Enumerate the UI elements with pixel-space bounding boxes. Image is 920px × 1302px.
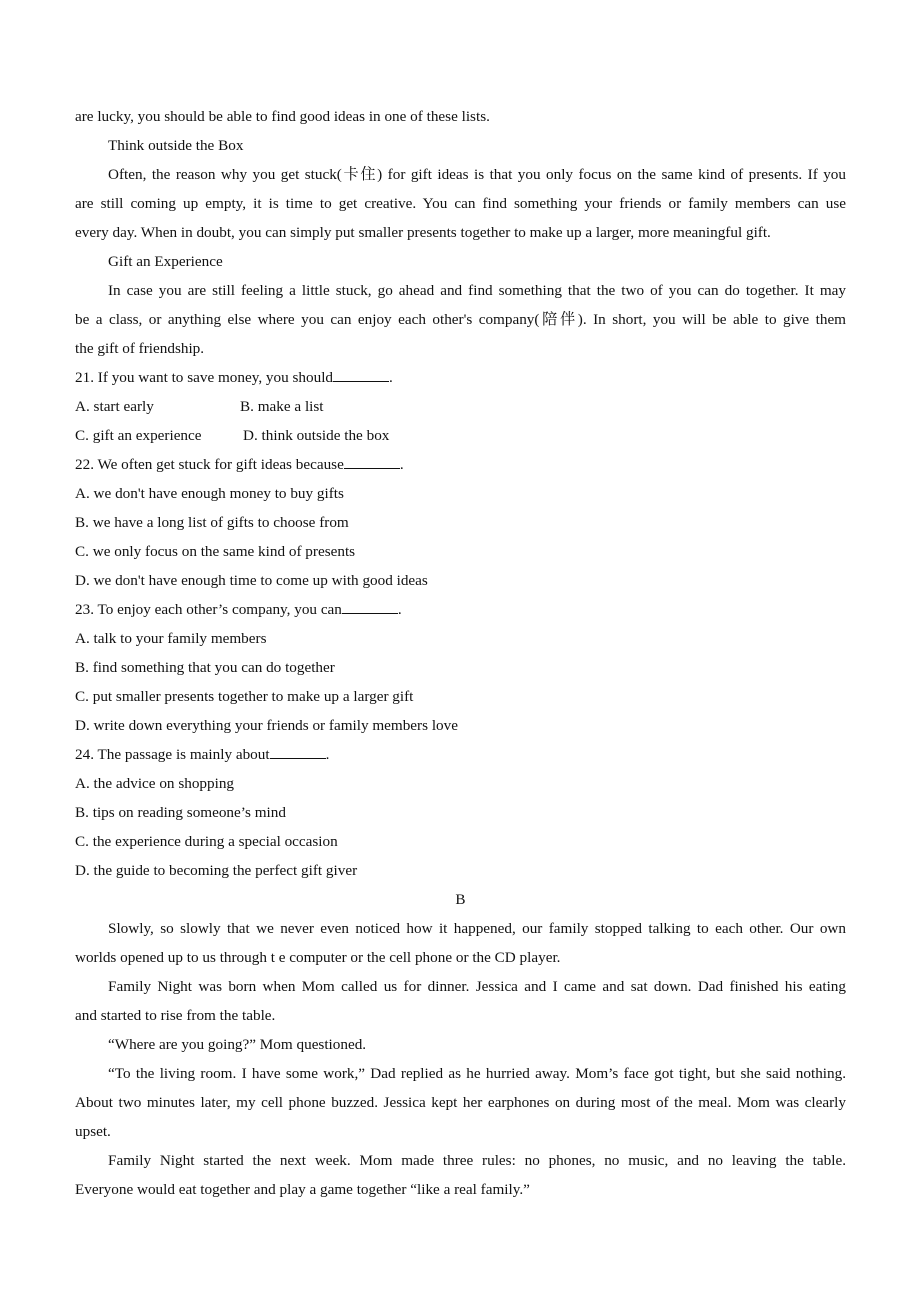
passage-b-line: Family Night started the next week. Mom made three rules: no phones, no music, and no leaving the table. [108,1152,846,1169]
answer-blank [342,597,398,614]
passage-b-line: Slowly, so slowly that we never even noticed how it happened, our family stopped talking to each other. Our own [108,920,846,937]
option-d: D. think outside the box [243,427,390,444]
option-a: A. start early [75,398,154,415]
document-page [75,102,846,1204]
question-22-stem: 22. We often get stuck for gift ideas because . [75,450,846,479]
option-c: C. the experience during a special occasion [75,833,338,850]
option-b: B. make a list [240,398,324,415]
answer-blank [344,452,400,469]
question-23-stem: 23. To enjoy each other’s company, you can . [75,595,846,624]
option-d: D. write down everything your friends or family members love [75,717,458,734]
passage-b-line: and started to rise from the table. [75,1007,276,1024]
heading-think-outside-box: Think outside the Box [108,137,244,154]
passage-b-line: About two minutes later, my cell phone buzzed. Jessica kept her earphones on during most of the meal. Mom was clearly [75,1094,846,1111]
option-c: C. we only focus on the same kind of presents [75,543,356,560]
passage-b-label: B [455,891,466,908]
gift-paragraph-line: the gift of friendship. [75,340,205,357]
option-b: B. find something that you can do together [75,659,335,676]
think-paragraph-line: Often, the reason why you get stuck(卡住) for gift ideas is that you only focus on the same kind of presents. If you [108,166,846,183]
passage-b-line: “Where are you going?” Mom questioned. [108,1036,367,1053]
option-a: A. talk to your family members [75,630,267,647]
option-d: D. the guide to becoming the perfect gift giver [75,862,358,879]
think-paragraph-line: every day. When in doubt, you can simply put smaller presents together to make up a larger, more meaningful gift. [75,224,771,241]
option-d: D. we don't have enough time to come up with good ideas [75,572,428,589]
option-c: C. gift an experience [75,427,202,444]
passage-b-line: Family Night was born when Mom called us for dinner. Jessica and I came and sat down. Dad finished his eating [108,978,846,995]
gift-paragraph-line: be a class, or anything else where you can enjoy each other's company(陪伴). In short, you will be able to give them [75,311,846,328]
passage-b-line: worlds opened up to us through t e computer or the cell phone or the CD player. [75,949,561,966]
passage-a-continuation: are lucky, you should be able to find good ideas in one of these lists. [75,108,490,125]
option-b: B. we have a long list of gifts to choose from [75,514,349,531]
question-24-stem: 24. The passage is mainly about . [75,740,846,769]
question-21-options-ab [75,392,846,421]
option-c: C. put smaller presents together to make up a larger gift [75,688,414,705]
answer-blank [333,365,389,382]
passage-b-line: upset. [75,1123,111,1140]
option-a: A. we don't have enough money to buy gifts [75,485,344,502]
heading-gift-experience: Gift an Experience [108,253,223,270]
answer-blank [270,742,326,759]
option-a: A. the advice on shopping [75,775,235,792]
think-paragraph-line: are still coming up empty, it is time to get creative. You can find something your friends or family members can use [75,195,846,212]
passage-b-line: Everyone would eat together and play a game together “like a real family.” [75,1181,530,1198]
passage-b-line: “To the living room. I have some work,” Dad replied as he hurried away. Mom’s face got tight, but she said nothing. [108,1065,846,1082]
option-b: B. tips on reading someone’s mind [75,804,286,821]
question-21-stem: 21. If you want to save money, you should . [75,363,846,392]
question-21-options-cd [75,421,846,450]
gift-paragraph-line: In case you are still feeling a little stuck, go ahead and find something that the two of you can do together. It may [108,282,846,299]
